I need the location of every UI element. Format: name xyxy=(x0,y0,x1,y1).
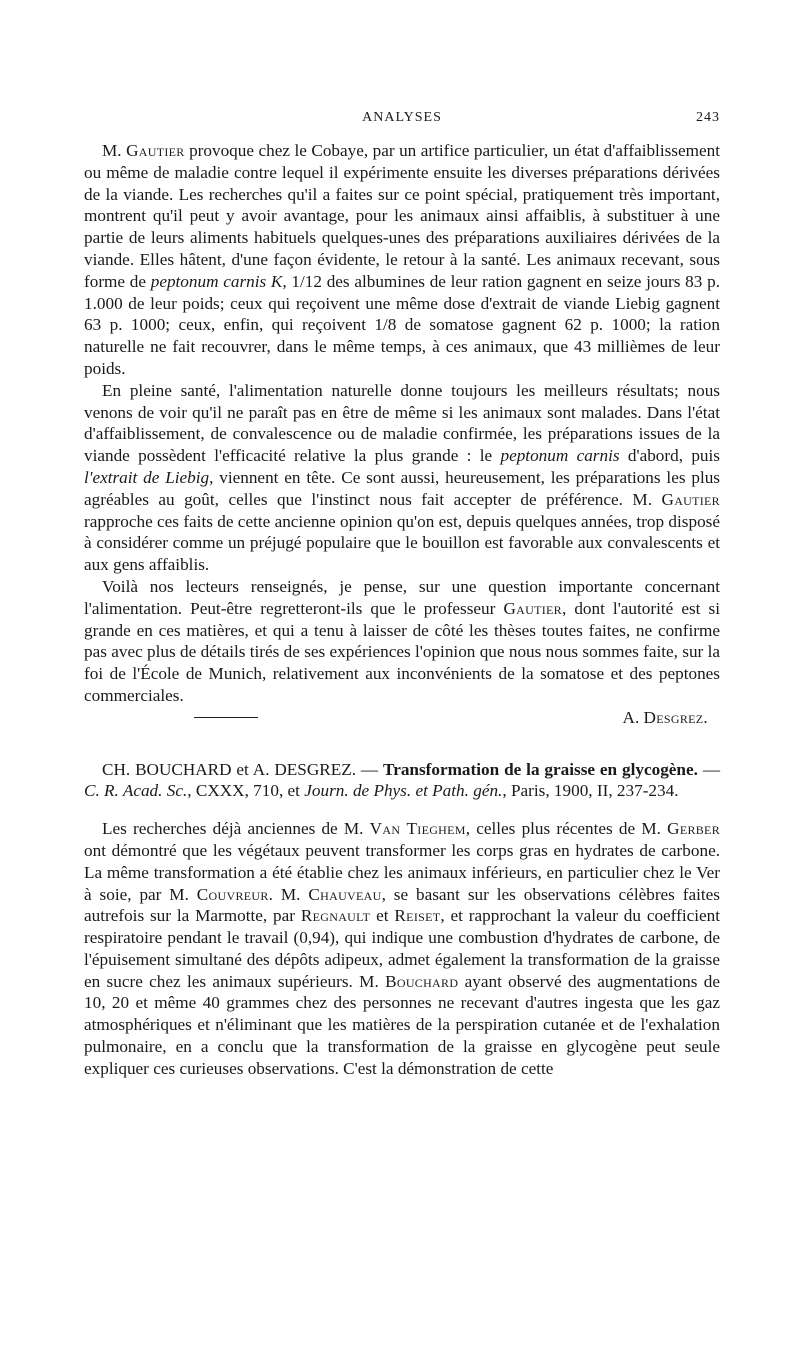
journal-source: C. R. Acad. Sc. xyxy=(84,781,188,801)
review-gautier xyxy=(84,140,720,729)
signature: A. Desgrez. xyxy=(622,707,708,727)
author-name: Gautier xyxy=(503,598,562,618)
section-gap xyxy=(84,729,720,759)
page-header xyxy=(84,110,720,140)
product-name: peptonum carnis K xyxy=(150,271,283,291)
running-title: ANALYSES xyxy=(362,110,442,125)
journal-page xyxy=(84,110,720,1080)
separator-rule xyxy=(194,717,258,718)
review1-paragraph-2: En pleine santé, l'alimentation naturelle donne toujours les meilleurs résultats; nous venons de voir qu'il ne paraît pas en être de même si les animaux sont malades. Dans l'état d'affaiblissement, de convalescence ou de maladie confirmée, les préparations issues de la viande possèdent l'efficacité relative la plus grande : le peptonum carnis d'abord, puis l'extrait de Liebig, viennent en tête. Ce sont aussi, heureusement, les préparations les plus agréables au goût, celles que l'instinct nous fait accepter de préférence. M. Gautier rapproche ces faits de cette ancienne opinion qu'on est, depuis quelques années, trop disposé à considérer comme un préjugé populaire que le bouillon est favorable aux convalescents et aux gens affaiblis. xyxy=(84,380,720,575)
title-gap xyxy=(84,802,720,818)
article-title: Transformation de la graisse en glycogène. xyxy=(383,759,698,779)
author-name: Gautier xyxy=(126,141,185,160)
review2-paragraph-1: Les recherches déjà anciennes de M. Van Tieghem, celles plus récentes de M. Gerber ont démontré que les végétaux peuvent transformer les corps gras en hydrates de carbone. La même transformation a été établie chez les animaux inférieurs, en particulier chez le Ver à soie, par M. Couvreur. M. Chauveau, se basant sur les observations célèbres faites autrefois sur la Marmotte, par Regnault et Reiset, et rapprochant la valeur du coefficient respiratoire pendant le travail (0,94), qui indique une combustion d'hydrates de carbone, de l'épuisement simultané des dépôts adipeux, admet également la transformation de la graisse en sucre chez les animaux supérieurs. M. Bouchard ayant observé des augmentations de 10, 20 et même 40 grammes chez des personnes ne recevant d'autres ingesta que les gaz atmosphériques et n'éliminant que les matières de la perspiration cutanée et de l'exhalation pulmonaire, en a conclu que la transformation de la graisse en glycogène peut seule expliquer ces curieuses observations. C'est la démonstration de cette xyxy=(84,819,720,1078)
review-bouchard-desgrez xyxy=(84,759,720,1080)
product-name: l'extrait de Liebig xyxy=(84,467,210,487)
product-name: peptonum carnis xyxy=(500,446,620,466)
journal-source: Journ. de Phys. et Path. gén. xyxy=(304,781,503,801)
article-authors: CH. BOUCHARD et A. DESGREZ. xyxy=(102,759,357,779)
review1-paragraph-1: M. Gautier provoque chez le Cobaye, par un artifice particulier, un état d'affaiblissement ou même de maladie contre lequel il expérimente ensuite les diverses préparations dérivées de la viande. Les recherches qu'il a faites sur ce point spécial, pratiquement très important, montrent qu'il peut y avoir avantage, pour les animaux ainsi affaiblis, à substituer à une partie de leurs aliments habituels quelques-unes des préparations auxiliaires dérivées de la viande. Elles hâtent, d'une façon évidente, le retour à la santé. Les animaux recevant, sous forme de peptonum carnis K, 1/12 des albumines de leur ration gagnent en seize jours 83 p. 1.000 de leur poids; ceux qui reçoivent une même dose d'extrait de viande Liebig gagnent 63 p. 1000; ceux, enfin, qui reçoivent 1/8 de somatose gagnent 62 p. 1000; la ration naturelle ne fait recouvrer, dans le même temps, à ces animaux, que 43 millièmes de leur poids. xyxy=(84,141,720,378)
page-number: 243 xyxy=(696,110,720,125)
article-citation: CH. BOUCHARD et A. DESGREZ. — Transformation de la graisse en glycogène. — C. R. Acad. Sc., CXXX, 710, et Journ. de Phys. et Path. gén., Paris, 1900, II, 237-234. xyxy=(84,759,721,801)
author-name: Gautier xyxy=(661,489,720,509)
review1-signature xyxy=(84,707,720,729)
review1-paragraph-3: Voilà nos lecteurs renseignés, je pense, sur une question importante concernant l'alimentation. Peut-être regretteront-ils que le professeur Gautier, dont l'autorité est si grande en ces matières, et qui a tenu à laisser de côté les thèses toutes faites, ne confirme pas avec plus de détails tirés de ses expériences l'opinion que nous nous sommes faite, sur la foi de l'École de Munich, relativement aux inconvénients de la somatose et des peptones commerciales. xyxy=(84,576,720,705)
